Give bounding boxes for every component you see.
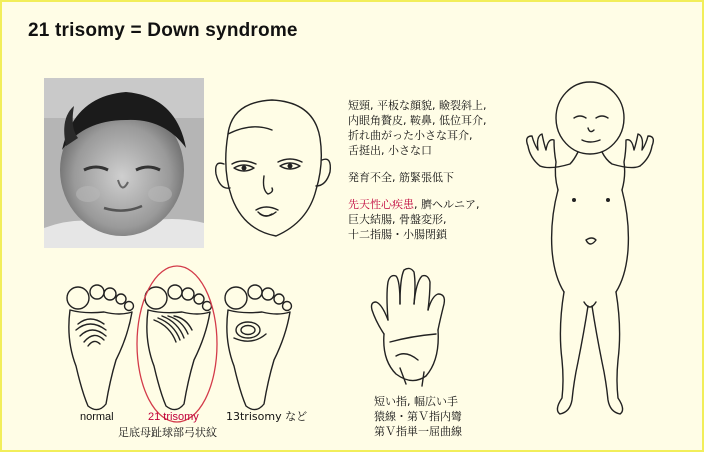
child-photo (44, 78, 204, 248)
highlight-ellipse (135, 264, 219, 424)
face-drawing (210, 94, 336, 244)
hand-feature-line: 短い指, 幅広い手 (374, 395, 458, 408)
face-feature-line: 内眼角贅皮, 鞍鼻, 低位耳介, (348, 114, 487, 127)
foot-normal (64, 284, 136, 414)
face-features (348, 98, 538, 158)
foot-13-trisomy (222, 284, 294, 414)
slide-title: 21 trisomy = Down syndrome (28, 20, 298, 41)
foot-label-normal: normal (80, 411, 114, 423)
visceral-line: 十二指腸・小腸閉鎖 (348, 228, 447, 241)
hand-drawing (366, 264, 462, 390)
foot-label-13-trisomy: 13trisomy など (226, 410, 308, 423)
hand-features (374, 394, 462, 439)
visceral-line: 巨大結腸, 骨盤変形, (348, 213, 447, 226)
features-list (348, 98, 538, 254)
visceral-first-line (348, 197, 538, 212)
congenital-heart-disease: 先天性心疾患 (348, 198, 414, 211)
face-feature-line: 舌挺出, 小さな口 (348, 144, 432, 157)
hand-feature-line: 猿線・第Ｖ指内彎 (374, 410, 462, 423)
foot-label-21-trisomy: 21 trisomy (148, 411, 199, 423)
growth-features: 発育不全, 筋緊張低下 (348, 171, 454, 184)
infant-body-drawing (514, 80, 664, 432)
hand-feature-line: 第Ｖ指単一屈曲線 (374, 425, 462, 438)
visceral-rest: , 臍ヘルニア, (414, 198, 480, 211)
visceral-features (348, 197, 538, 242)
feet-caption: 足底母趾球部弓状紋 (118, 426, 217, 439)
face-feature-line: 短頸, 平板な顔貌, 瞼裂斜上, (348, 99, 487, 112)
face-feature-line: 折れ曲がった小さな耳介, (348, 129, 473, 142)
